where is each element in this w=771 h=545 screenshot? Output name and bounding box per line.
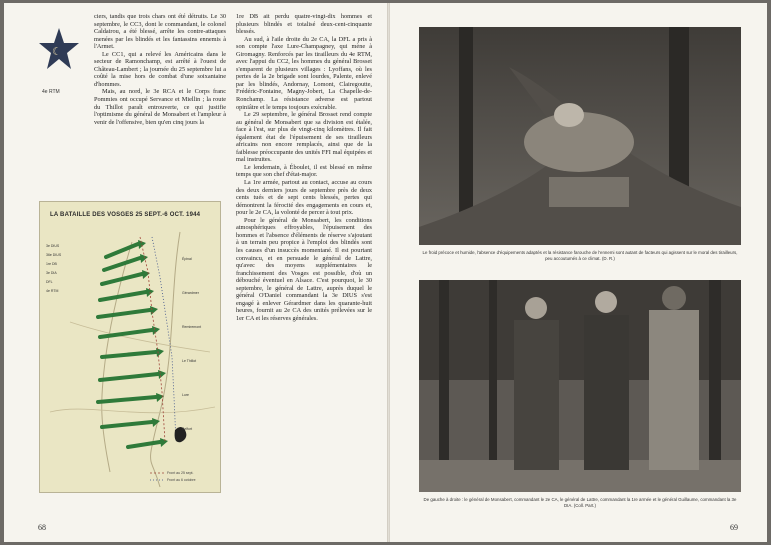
unit-label: 3e DIUS — [46, 244, 60, 248]
place-label: Le Thillot — [182, 359, 197, 363]
emblem-caption: 4e RTM — [42, 89, 60, 95]
paragraph: Le 29 septembre, le général Brosset rend compte au général de Monsabert que sa division est étalée, face à l'est, sur plus de vingt-cinq kilomètres. Il fait également état de l'épuisement de ses tirailleurs africains non encore remplacés, ainsi que de la faiblesse préoccupante des unités FFI mal équipées et mal instruites. — [236, 111, 372, 164]
paragraph: La 1re armée, partout au contact, accuse au cours des deux derniers jours de septembre près de deux cents tués et de sept cents blessés, pertes qui démontrent la férocité des engagements en cours et, pour le 2e CA, la volonté de percer à tout prix. — [236, 179, 372, 217]
paragraph: Pour le général de Monsabert, les conditions atmosphériques effroyables, l'épuisement des hommes et l'absence d'éléments de réserve s'ajoutant à un terrain peu propice à l'emploi des blindés sont les causes d'un insuccès momentané. Il est pourtant convaincu, et en persuade le général de Lattre, qu'avec des moyens supplémentaires le franchissement des Vosges est possible, d'où un débouché éventuel en Alsace. C'est pourquoi, le 30 septembre, le général de Lattre, auprès duquel le général O'Daniel commandant la 3e DIUS s'est engagé à enlever Gérardmer dans les quarante-huit heures, fournit au 2e CA des unités prélevées sur le 1er CA et les réserves générales. — [236, 216, 372, 322]
unit-label: 4e RTM — [46, 289, 59, 293]
map-place-labels — [182, 242, 201, 446]
page-number-left: 68 — [38, 523, 46, 532]
svg-text:☾: ☾ — [52, 46, 62, 58]
page-number-right: 69 — [730, 523, 738, 532]
unit-label: 1re DB — [46, 262, 57, 266]
place-label: Lure — [182, 393, 190, 397]
star-emblem-icon — [38, 27, 80, 71]
paragraph: Le CC1, qui a relevé les Américains dans le secteur de Ramonchamp, est arrêté à l'ouest de Château-Lambert ; la journée du 25 septembre lui a coûté la mise hors de combat d'une soixantaine d'hommes. — [94, 50, 226, 88]
paragraph: Au sud, à l'aile droite du 2e CA, la DFL a pris à son compte l'axe Lure-Champagney, qui mène à Giromagny. Renforcés par les tirailleurs du 4e RTM, avec l'appui du CC2, les hommes du général Brosset s'emparent de plusieurs villages : Lyoffans, où les pertes de la 2e brigade sont lourdes, Palente, enlevé par les blindés, Andornay, Lomont, Clairegoutte, Frédéric-Fontaine, Magny-Jobert, La Chapelle-de-Ronchamp. La résistance adverse est partout opiniâtre et le temps toujours exécrable. — [236, 35, 372, 111]
map-legend — [167, 470, 196, 484]
book-spread — [4, 3, 767, 542]
paragraph: Le lendemain, à Éboulet, il est blessé en même temps que son chef d'état-major. — [236, 163, 372, 179]
unit-label: 3e DIA — [46, 271, 57, 275]
map-unit-labels — [46, 242, 61, 296]
paragraph: ciers, tandis que trois chars ont été détruits. Le 30 septembre, le CC3, dont le commandant, le colonel Caldairou, a été blessé, arrête les contre-attaques menées par les blindés et les fantassins ennemis à l'Armet. — [94, 13, 226, 51]
legend-item: Front au 25 sept. — [167, 471, 194, 475]
soldier-in-forest-photo — [419, 27, 741, 245]
place-label: Gérardmer — [182, 291, 199, 295]
photo-caption-bottom: De gauche à droite : le général de Monsabert, commandant le 2e CA, le général de Lattre, commandant la 1re armée et le général Guillaume, commandant la 3e DIA. (Coll. Part.) — [423, 497, 737, 508]
photo-caption-top: Le froid précoce et humide, l'absence d'équipements adaptés et la résistance farouche de l'ennemi sont autant de facteurs qui agissent sur le moral des tirailleurs, peu accoutumés à ce climat. (D. R.) — [422, 250, 738, 261]
place-label: Belfort — [182, 427, 193, 431]
legend-item: Front au 6 octobre — [167, 478, 196, 482]
unit-label: DFL — [46, 280, 53, 284]
book-gutter — [387, 3, 390, 542]
paragraph: 1re DB ait perdu quatre-vingt-dix hommes et plusieurs blindés et totalisé deux-cent-cinquante blessés. — [236, 13, 372, 36]
unit-label: 36e DIUS — [46, 253, 62, 257]
generals-photo — [419, 280, 741, 492]
paragraph: Mais, au nord, le 3e RCA et le Corps franc Pommies ont occupé Servance et Miellin ; la route du Thillot paraît entrouverte, ce qui justifie l'optimisme du général de Monsabert et l'ampleur à venir de l'offensive, bien qu'en cinq jours la — [94, 88, 226, 126]
left-column-2 — [236, 13, 372, 322]
battle-map — [39, 201, 221, 493]
left-column-1 — [94, 13, 226, 126]
map-title: LA BATAILLE DES VOSGES 25 SEPT.-6 OCT. 1944 — [50, 212, 201, 218]
place-label: Épinal — [182, 257, 192, 261]
place-label: Remiremont — [182, 325, 202, 329]
